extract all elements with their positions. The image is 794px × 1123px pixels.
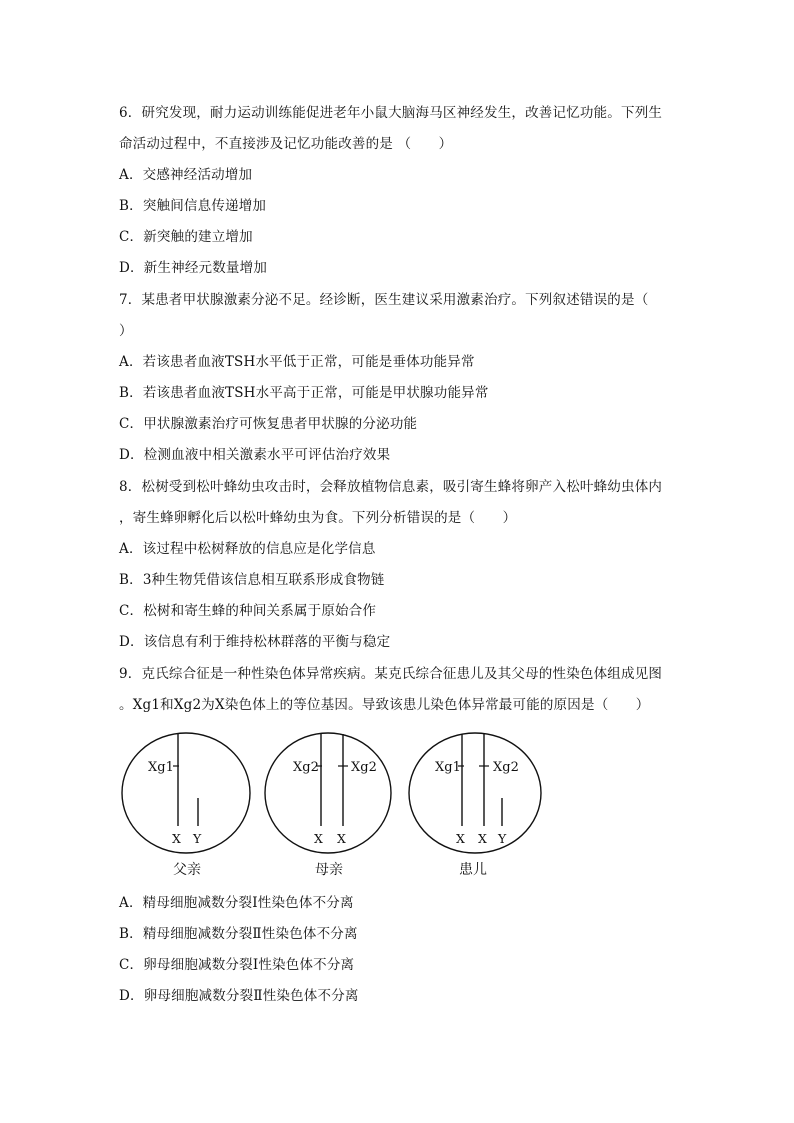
q6-stem-line2: 命活动过程中，不直接涉及记忆功能改善的是 （ ） [119, 136, 453, 152]
q9-option-a: A．精母细胞减数分裂Ⅰ性染色体不分离 [119, 895, 354, 911]
child-caption: 患儿 [459, 862, 487, 878]
q9-stem-line1: 9．克氏综合征是一种性染色体异常疾病。某克氏综合征患儿及其父母的性染色体组成见图 [119, 666, 663, 682]
child-cell [409, 733, 541, 878]
q6-option-c: C．新突触的建立增加 [119, 229, 253, 245]
father-cell-outline [122, 733, 250, 853]
father-cell [122, 733, 250, 878]
father-chrom-label-y: Y [193, 831, 202, 846]
father-gene-label: Xg1 [148, 760, 174, 775]
child-gene-label-right: Xg2 [493, 760, 519, 775]
q7-stem-line2: ） [119, 323, 133, 339]
child-gene-label-left: Xg1 [435, 760, 461, 775]
mother-chrom-label-x1: X [314, 831, 323, 846]
q9-stem-line2: 。Xg1和Xg2为X染色体上的等位基因。导致该患儿染色体异常最可能的原因是（ ） [119, 697, 650, 713]
q6-option-b: B．突触间信息传递增加 [119, 198, 267, 214]
q9-option-c: C．卵母细胞减数分裂Ⅰ性染色体不分离 [119, 957, 355, 973]
q8-option-a: A．该过程中松树释放的信息应是化学信息 [119, 541, 376, 557]
q8-option-d: D．该信息有利于维持松林群落的平衡与稳定 [119, 634, 391, 650]
mother-cell [265, 733, 391, 878]
father-chrom-label-x: X [172, 831, 181, 846]
q7-option-c: C．甲状腺激素治疗可恢复患者甲状腺的分泌功能 [119, 416, 418, 432]
child-cell-outline [409, 733, 541, 853]
q6-option-d: D．新生神经元数量增加 [119, 260, 268, 276]
mother-gene-label-right: Xg2 [351, 760, 377, 775]
karyotype-figure [117, 728, 547, 880]
q9-option-b: B．精母细胞减数分裂Ⅱ性染色体不分离 [119, 926, 358, 942]
mother-cell-outline [265, 733, 391, 853]
q6-option-a: A．交感神经活动增加 [119, 167, 253, 183]
q8-option-b: B．3种生物凭借该信息相互联系形成食物链 [119, 572, 385, 588]
father-caption: 父亲 [173, 862, 201, 878]
q7-stem-line1: 7．某患者甲状腺激素分泌不足。经诊断，医生建议采用激素治疗。下列叙述错误的是（ [119, 292, 649, 308]
child-chrom-label-x2: X [478, 831, 487, 846]
q8-option-c: C．松树和寄生蜂的种间关系属于原始合作 [119, 603, 377, 619]
q9-option-d: D．卵母细胞减数分裂Ⅱ性染色体不分离 [119, 988, 359, 1004]
child-chrom-label-y: Y [498, 831, 507, 846]
mother-caption: 母亲 [315, 862, 343, 878]
q6-stem-line1: 6．研究发现，耐力运动训练能促进老年小鼠大脑海马区神经发生，改善记忆功能。下列生 [119, 105, 663, 121]
mother-chrom-label-x2: X [337, 831, 346, 846]
q8-stem-line1: 8．松树受到松叶蜂幼虫攻击时，会释放植物信息素，吸引寄生蜂将卵产入松叶蜂幼虫体内 [119, 479, 663, 495]
q8-stem-line2: ，寄生蜂卵孵化后以松叶蜂幼虫为食。下列分析错误的是（ ） [119, 510, 517, 526]
q7-option-d: D．检测血液中相关激素水平可评估治疗效果 [119, 447, 391, 463]
q7-option-a: A．若该患者血液TSH水平低于正常，可能是垂体功能异常 [119, 354, 475, 370]
mother-gene-label-left: Xg2 [293, 760, 319, 775]
child-chrom-label-x1: X [456, 831, 465, 846]
q7-option-b: B．若该患者血液TSH水平高于正常，可能是甲状腺功能异常 [119, 385, 489, 401]
chromosome-diagram [117, 728, 547, 880]
